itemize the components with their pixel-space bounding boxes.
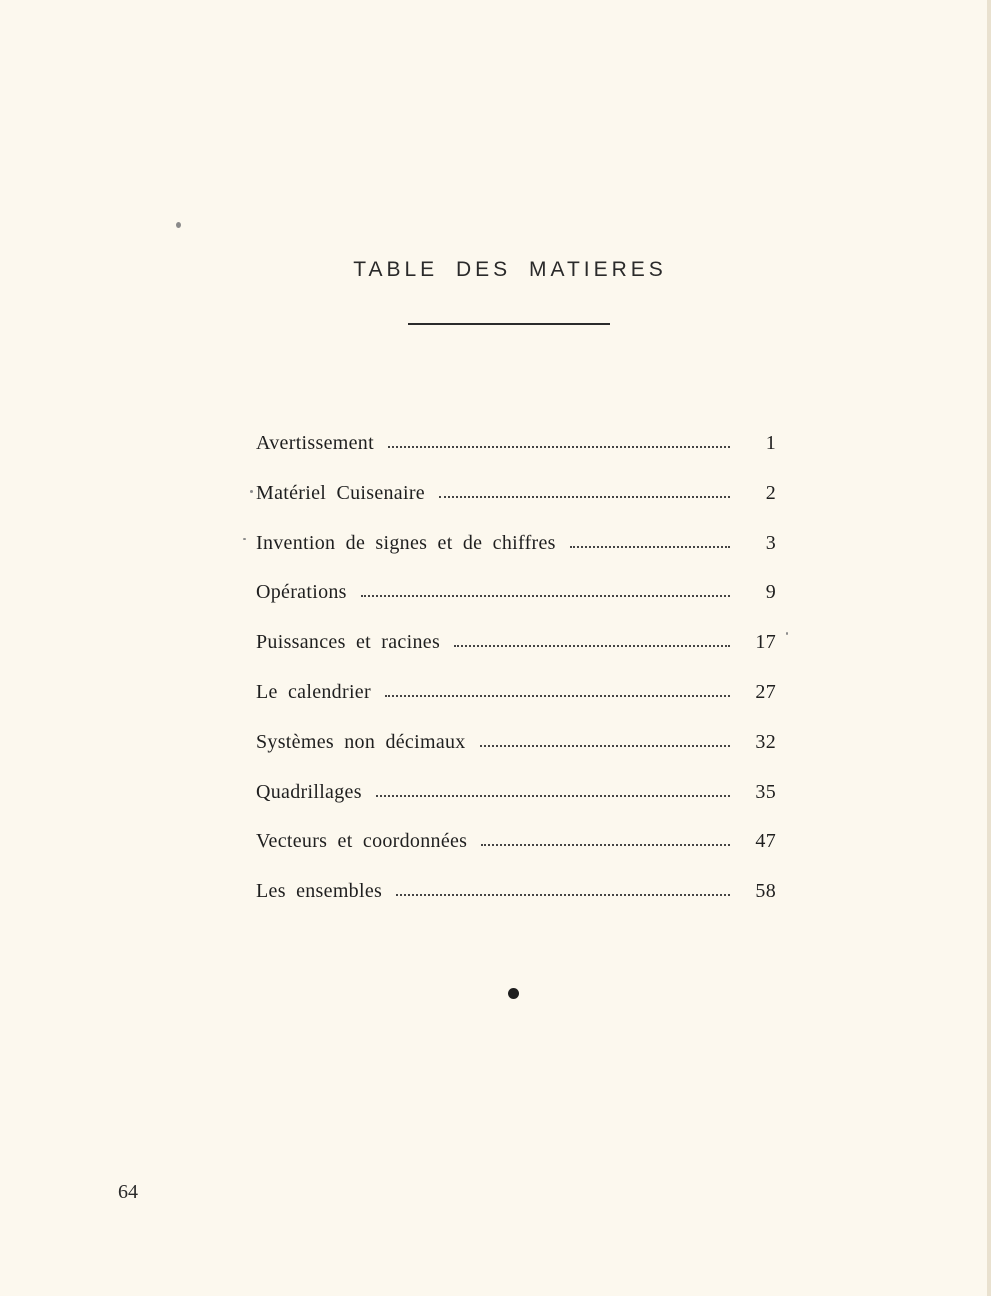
toc-entry — [256, 532, 776, 582]
toc-entry — [256, 432, 776, 482]
toc-entry-page: 32 — [755, 730, 776, 753]
page-edge — [987, 0, 991, 1296]
toc-entry-label: Systèmes non décimaux — [256, 730, 466, 753]
paper-speck — [243, 538, 246, 540]
title-underline — [408, 323, 610, 325]
table-of-contents — [256, 432, 776, 930]
toc-entry — [256, 781, 776, 831]
page-number: 64 — [118, 1181, 138, 1203]
toc-entry-label: Invention de signes et de chiffres — [256, 531, 556, 554]
toc-dot-leader — [361, 595, 730, 597]
paper-speck — [176, 222, 181, 228]
toc-entry-page: 1 — [765, 432, 776, 454]
toc-entry-label: Le calendrier — [256, 680, 371, 703]
toc-entry — [256, 631, 776, 681]
toc-entry-label: Vecteurs et coordonnées — [256, 830, 468, 853]
toc-dot-leader — [396, 894, 730, 896]
toc-dot-leader — [376, 795, 730, 797]
toc-entry-page: 3 — [765, 531, 776, 554]
toc-entry-page: 9 — [765, 581, 776, 604]
toc-entry-page: 58 — [755, 880, 776, 903]
toc-dot-leader — [439, 496, 730, 498]
toc-entry-label: Quadrillages — [256, 780, 362, 803]
toc-entry-label: Opérations — [256, 581, 347, 604]
toc-entry — [256, 681, 776, 731]
toc-dot-leader — [480, 745, 730, 747]
toc-entry-page: 17 — [755, 631, 776, 654]
toc-entry-label: Les ensembles — [256, 880, 383, 903]
toc-entry-page: 35 — [755, 780, 776, 803]
paper-speck — [786, 632, 788, 635]
toc-entry — [256, 581, 776, 631]
toc-entry-page: 2 — [765, 481, 776, 504]
toc-dot-leader — [388, 446, 730, 448]
toc-entry — [256, 482, 776, 532]
toc-entry-page: 27 — [755, 680, 776, 703]
ornament-bullet — [508, 988, 519, 999]
toc-dot-leader — [385, 695, 730, 697]
page-title: TABLE DES MATIERES — [353, 258, 667, 281]
paper-speck — [250, 490, 253, 493]
toc-entry — [256, 731, 776, 781]
toc-entry-label: Matériel Cuisenaire — [256, 481, 425, 504]
toc-entry-page: 47 — [755, 830, 776, 853]
toc-entry — [256, 880, 776, 930]
toc-entry-label: Avertissement — [256, 432, 374, 454]
toc-entry — [256, 830, 776, 880]
toc-dot-leader — [454, 645, 730, 647]
toc-dot-leader — [570, 546, 730, 548]
toc-dot-leader — [481, 844, 730, 846]
toc-entry-label: Puissances et racines — [256, 631, 441, 654]
